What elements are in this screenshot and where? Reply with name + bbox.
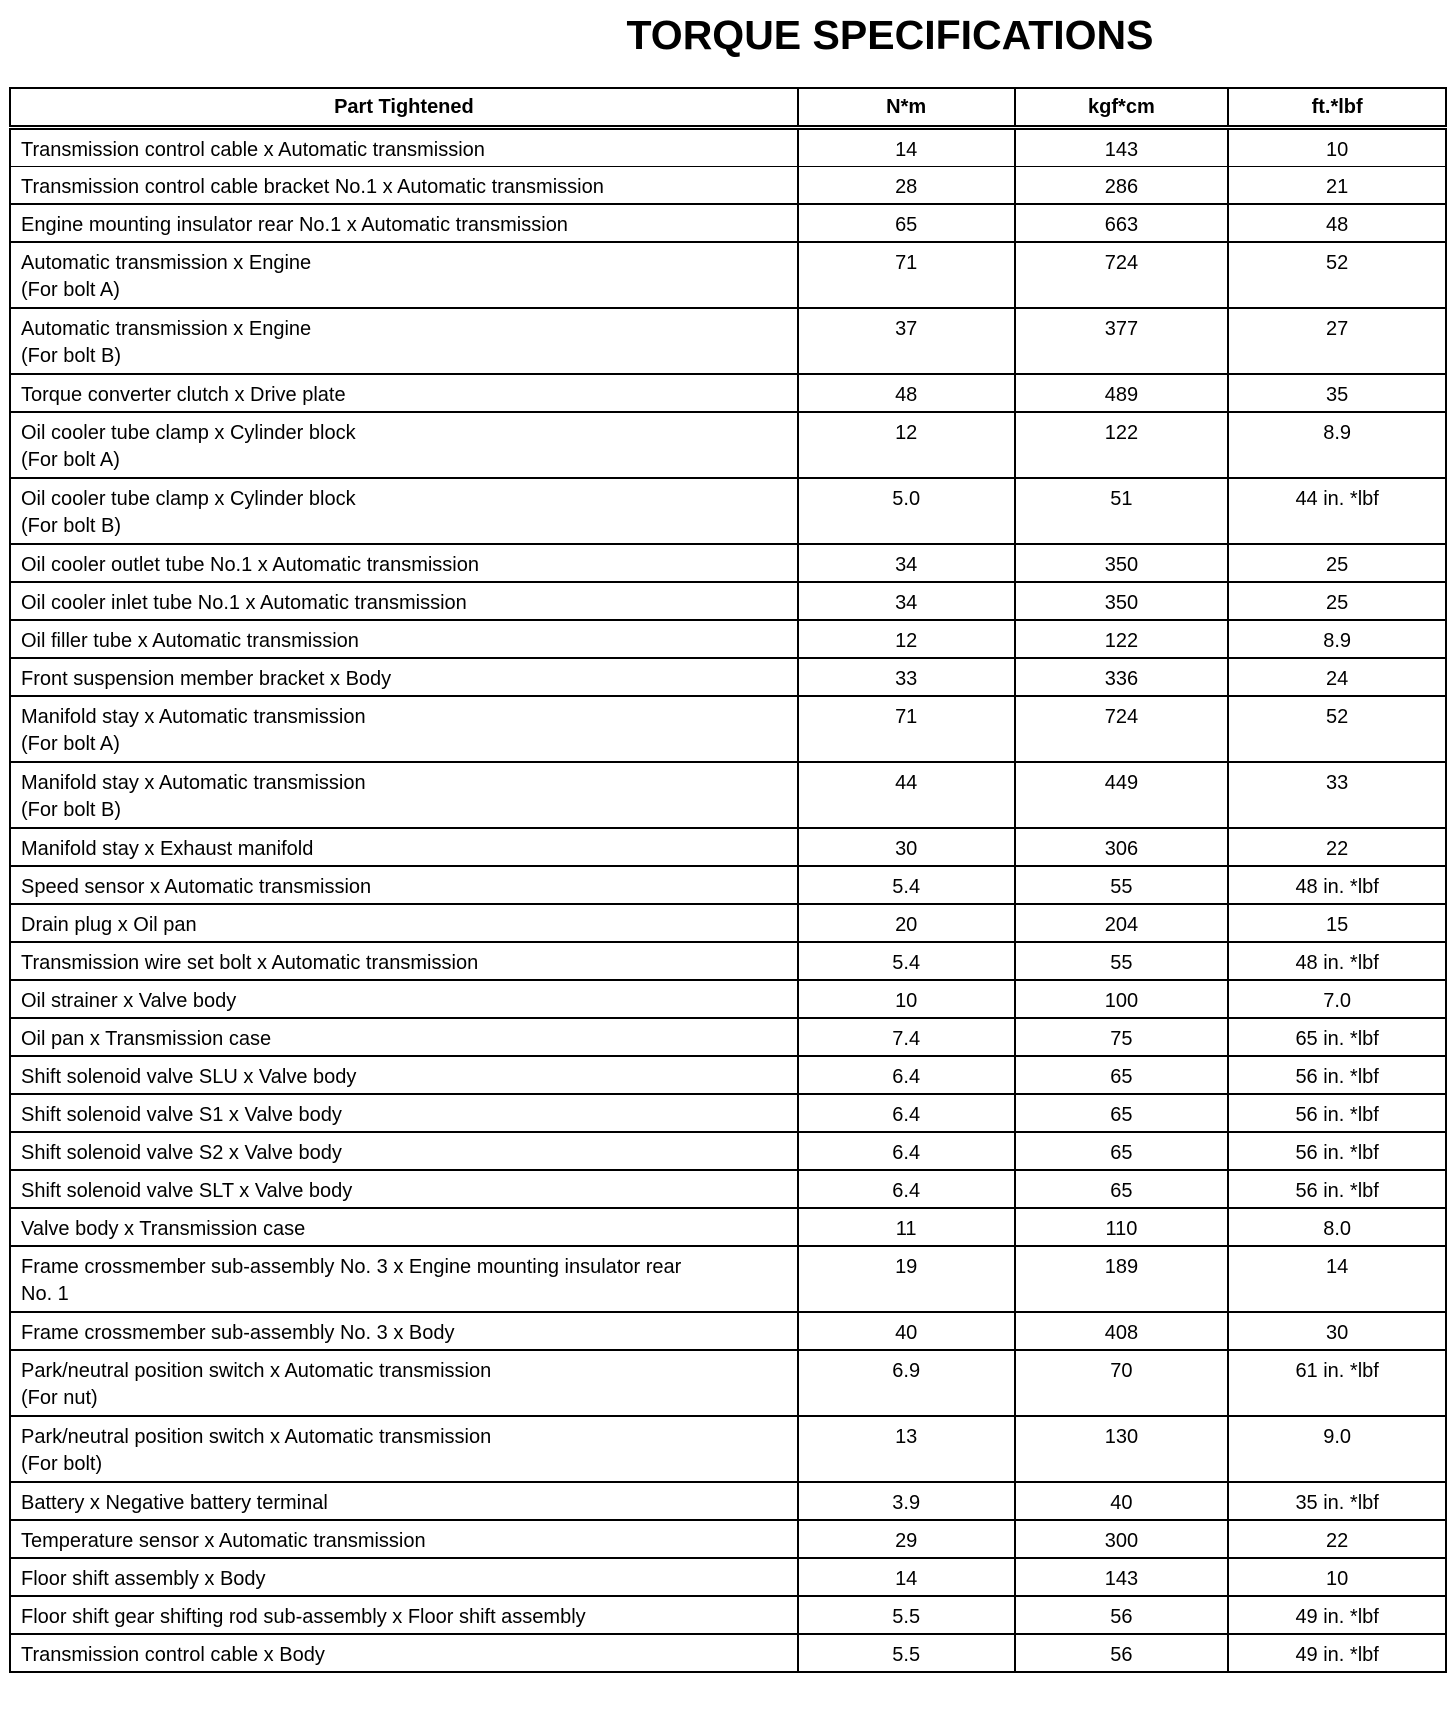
kgfcm-cell: 204 <box>1015 904 1229 942</box>
part-cell <box>10 762 798 828</box>
part-text: Front suspension member bracket x Body <box>21 668 392 690</box>
table-row <box>10 308 1446 374</box>
part-text: Transmission control cable x Body <box>21 1644 325 1666</box>
part-text: (For bolt B) <box>21 345 122 367</box>
part-text: Floor shift assembly x Body <box>21 1568 266 1590</box>
nm-cell: 13 <box>798 1416 1015 1482</box>
kgfcm-cell: 65 <box>1015 1170 1229 1208</box>
table-row <box>10 1416 1446 1482</box>
part-cell <box>10 658 798 696</box>
ftlbf-cell: 52 <box>1228 696 1446 762</box>
kgfcm-cell: 336 <box>1015 658 1229 696</box>
nm-cell: 48 <box>798 374 1015 412</box>
table-body <box>10 128 1446 1673</box>
table-row <box>10 1558 1446 1596</box>
part-cell <box>10 478 798 544</box>
table-row <box>10 412 1446 478</box>
nm-cell: 65 <box>798 204 1015 242</box>
part-text: Automatic transmission x Engine <box>21 318 312 340</box>
part-cell <box>10 1208 798 1246</box>
nm-cell: 6.4 <box>798 1094 1015 1132</box>
nm-cell: 34 <box>798 582 1015 620</box>
table-row <box>10 1596 1446 1634</box>
nm-cell: 12 <box>798 412 1015 478</box>
part-cell <box>10 620 798 658</box>
table-row <box>10 828 1446 866</box>
nm-cell: 6.4 <box>798 1170 1015 1208</box>
kgfcm-cell: 70 <box>1015 1350 1229 1416</box>
ftlbf-cell: 15 <box>1228 904 1446 942</box>
ftlbf-cell: 9.0 <box>1228 1416 1446 1482</box>
ftlbf-cell: 8.9 <box>1228 620 1446 658</box>
part-cell <box>10 1558 798 1596</box>
nm-cell: 14 <box>798 128 1015 167</box>
kgfcm-cell: 51 <box>1015 478 1229 544</box>
table-row <box>10 478 1446 544</box>
kgfcm-cell: 306 <box>1015 828 1229 866</box>
part-text: Torque converter clutch x Drive plate <box>21 384 346 406</box>
kgfcm-cell: 489 <box>1015 374 1229 412</box>
table-row <box>10 980 1446 1018</box>
table-row <box>10 866 1446 904</box>
table-row <box>10 620 1446 658</box>
nm-cell: 10 <box>798 980 1015 1018</box>
part-cell <box>10 1132 798 1170</box>
kgfcm-cell: 55 <box>1015 866 1229 904</box>
ftlbf-cell: 27 <box>1228 308 1446 374</box>
ftlbf-cell: 8.9 <box>1228 412 1446 478</box>
kgfcm-cell: 65 <box>1015 1132 1229 1170</box>
part-cell <box>10 242 798 308</box>
part-cell <box>10 1596 798 1634</box>
table-row <box>10 242 1446 308</box>
part-text: Temperature sensor x Automatic transmission <box>21 1530 426 1552</box>
part-cell <box>10 980 798 1018</box>
part-cell <box>10 696 798 762</box>
kgfcm-cell: 143 <box>1015 1558 1229 1596</box>
part-text: Transmission control cable bracket No.1 x Automatic transmission <box>21 176 604 198</box>
part-cell <box>10 1170 798 1208</box>
kgfcm-cell: 65 <box>1015 1094 1229 1132</box>
part-text: Oil pan x Transmission case <box>21 1028 272 1050</box>
kgfcm-cell: 663 <box>1015 204 1229 242</box>
page-title: TORQUE SPECIFICATIONS <box>626 12 1154 58</box>
nm-cell: 40 <box>798 1312 1015 1350</box>
table-row <box>10 128 1446 167</box>
column-header-ftlbf: ft.*lbf <box>1228 88 1446 128</box>
ftlbf-cell: 44 in. *lbf <box>1228 478 1446 544</box>
kgfcm-cell: 56 <box>1015 1596 1229 1634</box>
table-row <box>10 1350 1446 1416</box>
ftlbf-cell: 49 in. *lbf <box>1228 1596 1446 1634</box>
part-cell <box>10 1246 798 1312</box>
table-row <box>10 1312 1446 1350</box>
part-cell <box>10 828 798 866</box>
kgfcm-cell: 122 <box>1015 620 1229 658</box>
ftlbf-cell: 22 <box>1228 1520 1446 1558</box>
kgfcm-cell: 189 <box>1015 1246 1229 1312</box>
nm-cell: 6.9 <box>798 1350 1015 1416</box>
ftlbf-cell: 48 in. *lbf <box>1228 866 1446 904</box>
ftlbf-cell: 30 <box>1228 1312 1446 1350</box>
part-text: Oil strainer x Valve body <box>21 990 237 1012</box>
ftlbf-cell: 10 <box>1228 1558 1446 1596</box>
ftlbf-cell: 33 <box>1228 762 1446 828</box>
part-cell <box>10 204 798 242</box>
table-row <box>10 167 1446 205</box>
part-cell <box>10 582 798 620</box>
nm-cell: 6.4 <box>798 1132 1015 1170</box>
part-text: Shift solenoid valve S2 x Valve body <box>21 1142 342 1164</box>
part-text: Manifold stay x Automatic transmission <box>21 772 366 794</box>
part-text: Shift solenoid valve SLU x Valve body <box>21 1066 357 1088</box>
ftlbf-cell: 35 in. *lbf <box>1228 1482 1446 1520</box>
part-text: Oil cooler inlet tube No.1 x Automatic transmission <box>21 592 467 614</box>
part-text: Oil filler tube x Automatic transmission <box>21 630 359 652</box>
ftlbf-cell: 61 in. *lbf <box>1228 1350 1446 1416</box>
table-row <box>10 1018 1446 1056</box>
nm-cell: 20 <box>798 904 1015 942</box>
part-text: Automatic transmission x Engine <box>21 252 312 274</box>
kgfcm-cell: 350 <box>1015 582 1229 620</box>
part-cell <box>10 1482 798 1520</box>
table-row <box>10 1170 1446 1208</box>
part-cell <box>10 1312 798 1350</box>
part-text: Oil cooler tube clamp x Cylinder block <box>21 422 356 444</box>
nm-cell: 71 <box>798 696 1015 762</box>
ftlbf-cell: 65 in. *lbf <box>1228 1018 1446 1056</box>
table-row <box>10 762 1446 828</box>
nm-cell: 11 <box>798 1208 1015 1246</box>
ftlbf-cell: 14 <box>1228 1246 1446 1312</box>
part-cell <box>10 942 798 980</box>
ftlbf-cell: 56 in. *lbf <box>1228 1132 1446 1170</box>
kgfcm-cell: 286 <box>1015 167 1229 205</box>
ftlbf-cell: 8.0 <box>1228 1208 1446 1246</box>
kgfcm-cell: 408 <box>1015 1312 1229 1350</box>
ftlbf-cell: 56 in. *lbf <box>1228 1056 1446 1094</box>
table-header <box>10 88 1446 128</box>
nm-cell: 7.4 <box>798 1018 1015 1056</box>
nm-cell: 19 <box>798 1246 1015 1312</box>
part-cell <box>10 1018 798 1056</box>
part-cell <box>10 1520 798 1558</box>
part-cell <box>10 167 798 205</box>
torque-spec-table <box>9 87 1447 1673</box>
part-text: (For bolt A) <box>21 449 120 471</box>
part-text: Manifold stay x Automatic transmission <box>21 706 366 728</box>
table-row <box>10 544 1446 582</box>
part-text: Frame crossmember sub-assembly No. 3 x Body <box>21 1322 455 1344</box>
table-row <box>10 1132 1446 1170</box>
ftlbf-cell: 52 <box>1228 242 1446 308</box>
ftlbf-cell: 7.0 <box>1228 980 1446 1018</box>
part-cell <box>10 866 798 904</box>
nm-cell: 34 <box>798 544 1015 582</box>
part-cell <box>10 544 798 582</box>
ftlbf-cell: 24 <box>1228 658 1446 696</box>
part-text: Park/neutral position switch x Automatic transmission <box>21 1360 492 1382</box>
kgfcm-cell: 724 <box>1015 242 1229 308</box>
ftlbf-cell: 56 in. *lbf <box>1228 1094 1446 1132</box>
table-row <box>10 904 1446 942</box>
ftlbf-cell: 10 <box>1228 128 1446 167</box>
kgfcm-cell: 75 <box>1015 1018 1229 1056</box>
kgfcm-cell: 143 <box>1015 128 1229 167</box>
part-text: (For bolt A) <box>21 733 120 755</box>
ftlbf-cell: 48 in. *lbf <box>1228 942 1446 980</box>
kgfcm-cell: 56 <box>1015 1634 1229 1672</box>
part-text: Drain plug x Oil pan <box>21 914 197 936</box>
part-cell <box>10 1350 798 1416</box>
part-text: Shift solenoid valve SLT x Valve body <box>21 1180 353 1202</box>
part-text: Oil cooler outlet tube No.1 x Automatic transmission <box>21 554 479 576</box>
part-text: Oil cooler tube clamp x Cylinder block <box>21 488 356 510</box>
part-cell <box>10 128 798 167</box>
part-cell <box>10 1416 798 1482</box>
kgfcm-cell: 350 <box>1015 544 1229 582</box>
nm-cell: 5.4 <box>798 942 1015 980</box>
nm-cell: 12 <box>798 620 1015 658</box>
column-header-nm: N*m <box>798 88 1015 128</box>
nm-cell: 29 <box>798 1520 1015 1558</box>
table-row <box>10 696 1446 762</box>
nm-cell: 5.5 <box>798 1596 1015 1634</box>
nm-cell: 5.4 <box>798 866 1015 904</box>
table-row <box>10 1634 1446 1672</box>
part-cell <box>10 374 798 412</box>
nm-cell: 28 <box>798 167 1015 205</box>
part-text: Frame crossmember sub-assembly No. 3 x Engine mounting insulator rear <box>21 1256 682 1278</box>
table-row <box>10 1520 1446 1558</box>
kgfcm-cell: 724 <box>1015 696 1229 762</box>
ftlbf-cell: 35 <box>1228 374 1446 412</box>
part-text: (For bolt B) <box>21 515 122 537</box>
ftlbf-cell: 22 <box>1228 828 1446 866</box>
table-row <box>10 374 1446 412</box>
kgfcm-cell: 65 <box>1015 1056 1229 1094</box>
ftlbf-cell: 48 <box>1228 204 1446 242</box>
nm-cell: 6.4 <box>798 1056 1015 1094</box>
part-cell <box>10 412 798 478</box>
kgfcm-cell: 55 <box>1015 942 1229 980</box>
nm-cell: 5.0 <box>798 478 1015 544</box>
part-cell <box>10 308 798 374</box>
part-text: Floor shift gear shifting rod sub-assembly x Floor shift assembly <box>21 1606 586 1628</box>
part-text: (For bolt A) <box>21 279 120 301</box>
table-row <box>10 1094 1446 1132</box>
column-header-kgfcm: kgf*cm <box>1015 88 1229 128</box>
part-cell <box>10 1056 798 1094</box>
part-text: (For bolt B) <box>21 799 122 821</box>
kgfcm-cell: 122 <box>1015 412 1229 478</box>
nm-cell: 37 <box>798 308 1015 374</box>
part-text: Battery x Negative battery terminal <box>21 1492 328 1514</box>
kgfcm-cell: 110 <box>1015 1208 1229 1246</box>
nm-cell: 71 <box>798 242 1015 308</box>
kgfcm-cell: 100 <box>1015 980 1229 1018</box>
part-cell <box>10 904 798 942</box>
part-text: Park/neutral position switch x Automatic transmission <box>21 1426 492 1448</box>
part-text: Shift solenoid valve S1 x Valve body <box>21 1104 342 1126</box>
ftlbf-cell: 25 <box>1228 582 1446 620</box>
table-row <box>10 658 1446 696</box>
ftlbf-cell: 21 <box>1228 167 1446 205</box>
part-text: No. 1 <box>21 1283 69 1305</box>
table-row <box>10 1056 1446 1094</box>
kgfcm-cell: 300 <box>1015 1520 1229 1558</box>
table-row <box>10 582 1446 620</box>
nm-cell: 5.5 <box>798 1634 1015 1672</box>
part-text: Transmission wire set bolt x Automatic transmission <box>21 952 479 974</box>
part-text: Transmission control cable x Automatic transmission <box>21 139 485 161</box>
part-text: (For bolt) <box>21 1453 103 1475</box>
ftlbf-cell: 56 in. *lbf <box>1228 1170 1446 1208</box>
part-cell <box>10 1094 798 1132</box>
part-text: Engine mounting insulator rear No.1 x Automatic transmission <box>21 214 568 236</box>
nm-cell: 33 <box>798 658 1015 696</box>
nm-cell: 30 <box>798 828 1015 866</box>
nm-cell: 3.9 <box>798 1482 1015 1520</box>
column-header-part: Part Tightened <box>10 88 798 128</box>
ftlbf-cell: 25 <box>1228 544 1446 582</box>
kgfcm-cell: 377 <box>1015 308 1229 374</box>
table-row <box>10 942 1446 980</box>
kgfcm-cell: 130 <box>1015 1416 1229 1482</box>
nm-cell: 14 <box>798 1558 1015 1596</box>
table-row <box>10 1208 1446 1246</box>
table-row <box>10 1482 1446 1520</box>
part-text: Manifold stay x Exhaust manifold <box>21 838 314 860</box>
kgfcm-cell: 40 <box>1015 1482 1229 1520</box>
nm-cell: 44 <box>798 762 1015 828</box>
part-text: Valve body x Transmission case <box>21 1218 306 1240</box>
kgfcm-cell: 449 <box>1015 762 1229 828</box>
part-text: (For nut) <box>21 1387 98 1409</box>
table-row <box>10 204 1446 242</box>
ftlbf-cell: 49 in. *lbf <box>1228 1634 1446 1672</box>
table-row <box>10 1246 1446 1312</box>
part-text: Speed sensor x Automatic transmission <box>21 876 372 898</box>
part-cell <box>10 1634 798 1672</box>
